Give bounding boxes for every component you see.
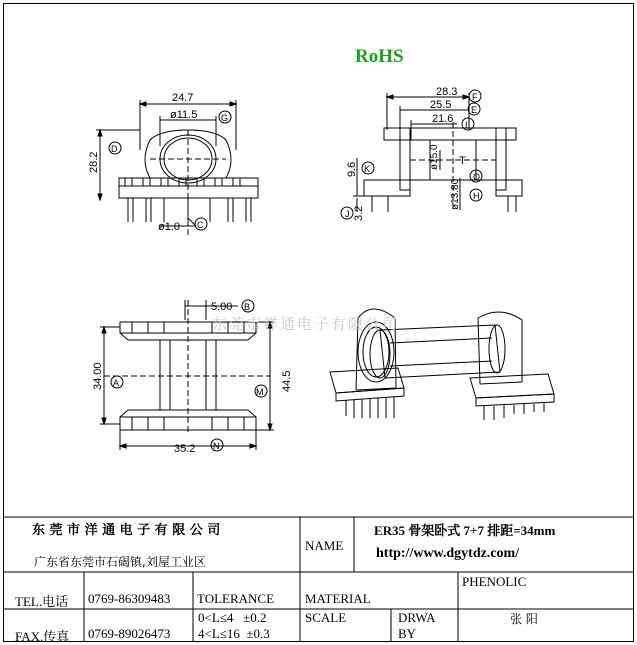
label-o: O: [473, 172, 481, 182]
website-url: http://www.dgytdz.com/: [376, 546, 520, 561]
dim-bot-left: 34.00: [92, 362, 104, 390]
label-e: E: [471, 105, 478, 115]
dim-side-core: ø15.0: [429, 144, 440, 170]
label-k: K: [364, 164, 371, 174]
label-g: G: [221, 113, 229, 123]
label-f: F: [472, 92, 478, 102]
scale-label: SCALE: [305, 610, 347, 625]
label-h: H: [473, 191, 480, 201]
label-j: J: [345, 209, 350, 219]
tolerance-label: TOLERANCE: [197, 591, 275, 606]
label-a: A: [113, 378, 120, 388]
dim-bot-bottom: 35.2: [174, 443, 196, 455]
label-m: M: [256, 387, 264, 397]
dim-side-w2: 25.5: [430, 99, 452, 111]
dim-side-core-t: T: [459, 155, 466, 167]
label-c: C: [197, 220, 204, 230]
dim-side-h2: 3.2: [353, 205, 365, 221]
drawn-value: 张 阳: [510, 612, 538, 626]
dim-bot-right: 44.5: [281, 370, 293, 392]
company-name: 东 莞 市 洋 通 电 子 有 限 公 司: [32, 523, 221, 538]
label-b: B: [244, 302, 251, 312]
label-n: N: [213, 441, 220, 451]
dim-side-inner: ø13.80: [450, 178, 461, 210]
label-i: I: [465, 120, 468, 130]
rohs-label: RoHS: [355, 46, 404, 67]
label-d: D: [111, 144, 118, 154]
dim-side-w1: 28.3: [436, 86, 458, 98]
fax-value: 0769-89026473: [88, 626, 171, 641]
fax-label: FAX.传真: [15, 629, 70, 644]
drawn-label-1: DRWA: [398, 610, 436, 625]
dim-top-width: 24.7: [172, 92, 194, 104]
material-label: MATERIAL: [305, 591, 371, 606]
name-value: ER35 骨架卧式 7+7 排距=34mm: [374, 523, 556, 538]
tolerance-row-2: 4<L≤16 ±0.3: [198, 626, 270, 641]
dim-pin-dia: ø1.0: [158, 221, 181, 233]
name-label: NAME: [305, 538, 344, 553]
material-value: PHENOLIC: [462, 574, 527, 589]
tel-value: 0769-86309483: [88, 591, 171, 606]
dim-side-h1: 9.6: [346, 161, 358, 177]
tel-label: TEL.电话: [15, 594, 69, 609]
company-address: 广东省东莞市石碣镇,刘屋工业区: [34, 555, 206, 569]
watermark: 东莞市祥通电子有限公司: [212, 315, 400, 333]
dim-top-dia: ø11.5: [170, 109, 198, 121]
dim-side-w3: 21.6: [432, 113, 454, 125]
drawn-label-2: BY: [398, 626, 417, 641]
dim-bot-top: 5.00: [211, 301, 233, 313]
dim-top-height: 28.2: [88, 151, 100, 173]
tolerance-row-1: 0<L≤4 ±0.2: [198, 610, 267, 625]
